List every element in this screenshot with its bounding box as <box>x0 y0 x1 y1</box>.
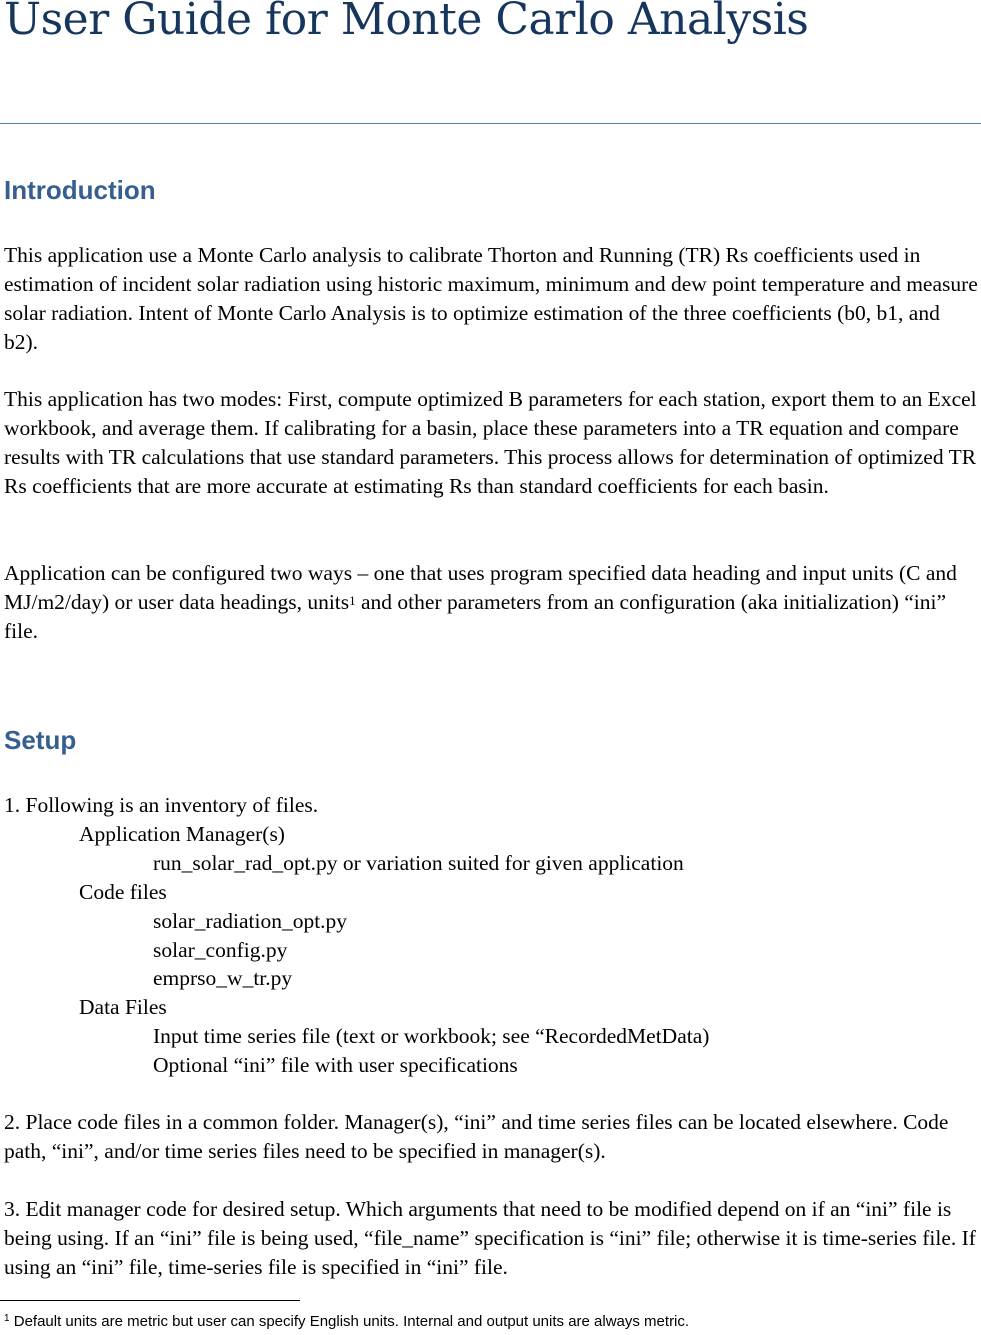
introduction-heading: Introduction <box>4 175 156 205</box>
footnote-ref: 1 <box>349 593 356 608</box>
title-divider <box>0 123 981 124</box>
inventory-data-files: Data Files <box>79 995 167 1019</box>
inventory-code-file-2: solar_config.py <box>153 938 288 962</box>
inventory-code-files: Code files <box>79 880 167 904</box>
footnote-number: 1 <box>4 1313 10 1324</box>
intro-paragraph-1: This application use a Monte Carlo analysis to calibrate Thorton and Running (TR) Rs coefficients used in estimation of incident solar radiation using historic maximum, minimum and dew point temperature and measure solar radiation. Intent of Monte Carlo Analysis is to optimize estimation of the three coefficients (b0, b1, and b2). <box>4 243 978 354</box>
intro-paragraph-3-text-end: and other parameters from an configuration (aka initialization) “ini” file. <box>4 590 947 643</box>
inventory-code-file-3: emprso_w_tr.py <box>153 966 293 990</box>
footnote <box>4 1313 689 1330</box>
footnote-divider <box>0 1300 300 1301</box>
page-title: User Guide for Monte Carlo Analysis <box>4 0 809 45</box>
inventory-app-manager-file: run_solar_rad_opt.py or variation suited for given application <box>153 851 684 875</box>
setup-heading: Setup <box>4 725 77 755</box>
setup-item-3: 3. Edit manager code for desired setup. Which arguments that need to be modified depend on if an “ini” file is being using. If an “ini” file is being used, “file_name” specification is “ini” file; otherwise it is time-series file. If using an “ini” file, time-series file is specified in “ini” file. <box>4 1197 976 1279</box>
inventory-data-file-1: Input time series file (text or workbook; see “RecordedMetData) <box>153 1024 710 1048</box>
inventory-data-file-2: Optional “ini” file with user specifications <box>153 1053 518 1077</box>
inventory-code-file-1: solar_radiation_opt.py <box>153 909 348 933</box>
intro-paragraph-3-text: Application can be configured two ways – one that uses program specified data heading and input units (C and MJ/m2/day) or user data headings, units <box>4 561 957 614</box>
inventory-app-manager: Application Manager(s) <box>79 822 285 846</box>
setup-item-2: 2. Place code files in a common folder. Manager(s), “ini” and time series files can be located elsewhere. Code path, “ini”, and/or time series files need to be specified in manager(s). <box>4 1110 949 1163</box>
intro-paragraph-3 <box>4 559 979 646</box>
footnote-text: Default units are metric but user can specify English units. Internal and output units are always metric. <box>9 1313 690 1330</box>
intro-paragraph-2: This application has two modes: First, compute optimized B parameters for each station, export them to an Excel workbook, and average them. If calibrating for a basin, place these parameters into a TR equation and compare results with TR calculations that use standard parameters. This process allows for determination of optimized TR Rs coefficients that are more accurate at estimating Rs than standard coefficients for each basin. <box>4 387 977 498</box>
setup-item-1: 1. Following is an inventory of files. <box>4 793 319 817</box>
